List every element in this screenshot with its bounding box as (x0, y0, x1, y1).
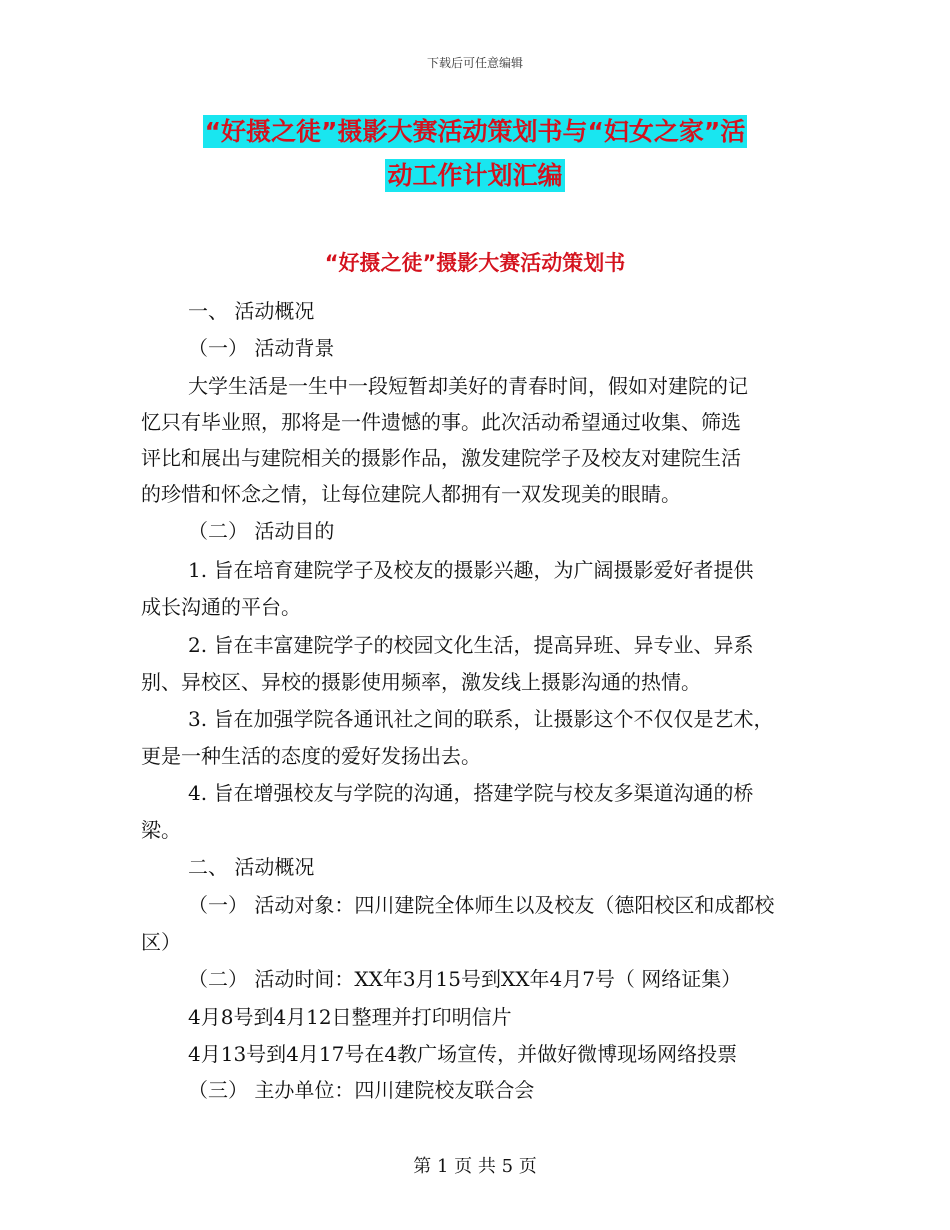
info-line-organizer: （三） 主办单位：四川建院校友联合会 (188, 1078, 535, 1102)
heading-activity-overview: 一、 活动概况 (188, 299, 315, 323)
paragraph-line: 忆只有毕业照，那将是一件遗憾的事。此次活动希望通过收集、筛选 (141, 410, 741, 434)
list-item-line: 更是一种生活的态度的爱好发扬出去。 (141, 744, 481, 768)
list-item-line: 1. 旨在培育建院学子及校友的摄影兴趣，为广阔摄影爱好者提供 (188, 558, 754, 582)
list-item-line: 成长沟通的平台。 (141, 595, 301, 619)
list-item-line: 4. 旨在增强校友与学院的沟通，搭建学院与校友多渠道沟通的桥 (188, 781, 754, 805)
paragraph-line: 大学生活是一生中一段短暂却美好的青春时间，假如对建院的记 (188, 374, 748, 398)
info-line-target: 区） (141, 930, 181, 954)
list-item-line: 别、异校区、异校的摄影使用频率，激发线上摄影沟通的热情。 (141, 670, 701, 694)
info-line-time: （二） 活动时间：XX年3月15号到XX年4月7号（ 网络证集） (188, 967, 742, 991)
section-title: “好摄之徒”摄影大赛活动策划书 (324, 251, 626, 275)
list-item-line: 3. 旨在加强学院各通讯社之间的联系，让摄影这个不仅仅是艺术， (188, 707, 774, 731)
document-title-line-1: “好摄之徒”摄影大赛活动策划书与“妇女之家”活 (204, 117, 746, 146)
subheading-purpose: （二） 活动目的 (188, 519, 335, 543)
page-number-footer: 第 1 页 共 5 页 (413, 1156, 537, 1177)
list-item-line: 梁。 (141, 818, 181, 842)
list-item-line: 2. 旨在丰富建院学子的校园文化生活，提高异班、异专业、异系 (188, 633, 754, 657)
info-line-time: 4月13号到4月17号在4教广场宣传，并做好微博现场网络投票 (188, 1042, 738, 1066)
heading-activity-overview-2: 二、 活动概况 (188, 855, 315, 879)
subheading-background: （一） 活动背景 (188, 336, 335, 360)
document-title-line-2: 动工作计划汇编 (387, 161, 563, 190)
page-header-note: 下载后可任意编辑 (426, 56, 523, 70)
info-line-target: （一） 活动对象：四川建院全体师生以及校友（德阳校区和成都校 (188, 893, 775, 917)
paragraph-line: 的珍惜和怀念之情，让每位建院人都拥有一双发现美的眼睛。 (141, 482, 681, 506)
info-line-time: 4月8号到4月12日整理并打印明信片 (188, 1005, 512, 1029)
paragraph-line: 评比和展出与建院相关的摄影作品，激发建院学子及校友对建院生活 (141, 446, 741, 470)
